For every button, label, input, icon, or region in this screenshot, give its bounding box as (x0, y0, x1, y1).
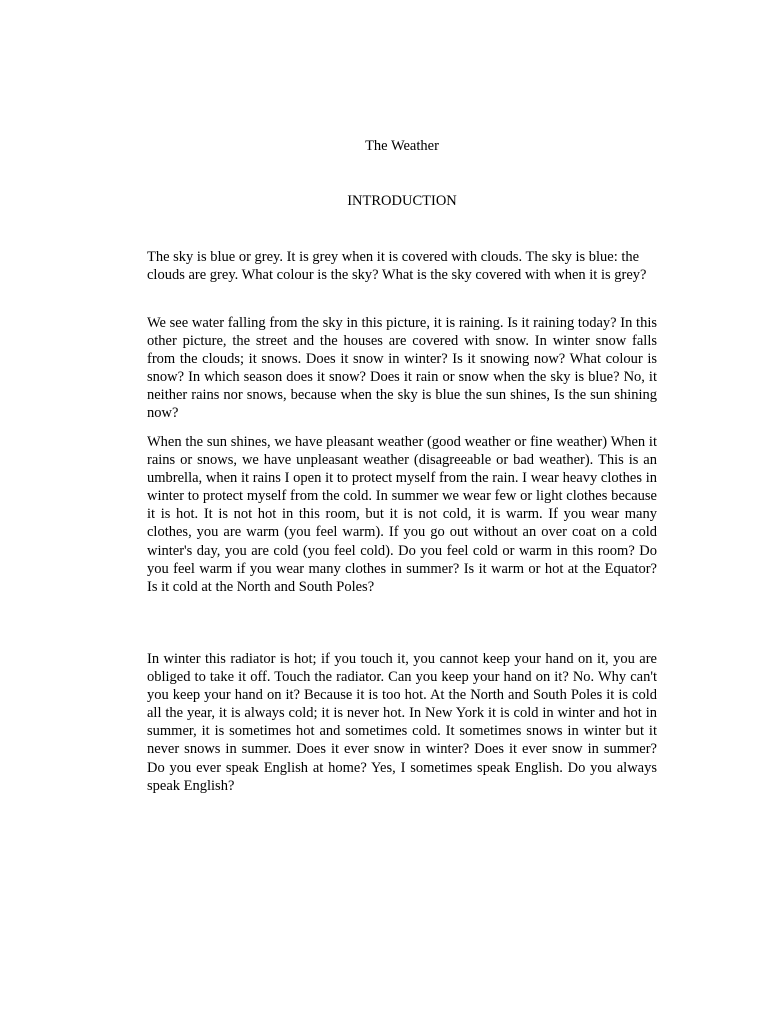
document-title: The Weather (365, 138, 439, 154)
paragraph-rain-snow: We see water falling from the sky in this picture, it is raining. Is it raining today? In this other picture, the street and the houses are covered with snow. In winter snow falls from the clouds; it snows. Does it snow in winter? Is it snowing now? What colour is snow? In which season does it snow? Does it rain or snow when the sky is blue? No, it neither rains nor snows, because when the sky is blue the sun shines, Is the sun shining now? (147, 315, 657, 422)
paragraph-pleasant-weather: When the sun shines, we have pleasant weather (good weather or fine weather) When it rains or snows, we have unpleasant weather (disagreeable or bad weather). This is an umbrella, when it rains I open it to protect myself from the rain. I wear heavy clothes in winter to protect myself from the cold. In summer we wear few or light clothes because it is hot. It is not hot in this room, but it is not cold, it is warm. If you wear many clothes, you are warm (you feel warm). If you go out without an over coat on a cold winter's day, you are cold (you feel cold). Do you feel cold or warm in this room? Do you feel warm if you wear many clothes in summer? Is it warm or hot at the Equator? Is it cold at the North and South Poles? (147, 434, 657, 595)
section-heading: INTRODUCTION (347, 193, 457, 209)
paragraph-radiator: In winter this radiator is hot; if you touch it, you cannot keep your hand on it, you are obliged to take it off. Touch the radiator. Can you keep your hand on it? No. Why can't you keep your hand on it? Because it is too hot. At the North and South Poles it is cold all the year, it is always cold; it is never hot. In New York it is cold in winter and hot in summer, it is sometimes hot and sometimes cold. It sometimes snows in winter but it never snows in summer. Does it ever snow in winter? Does it ever snow in summer? Do you ever speak English at home? Yes, I sometimes speak English. Do you always speak English? (147, 651, 657, 794)
paragraph-sky: The sky is blue or grey. It is grey when it is covered with clouds. The sky is blue: the clouds are grey. What colour is the sky? What is the sky covered with when it is grey? (147, 249, 647, 284)
